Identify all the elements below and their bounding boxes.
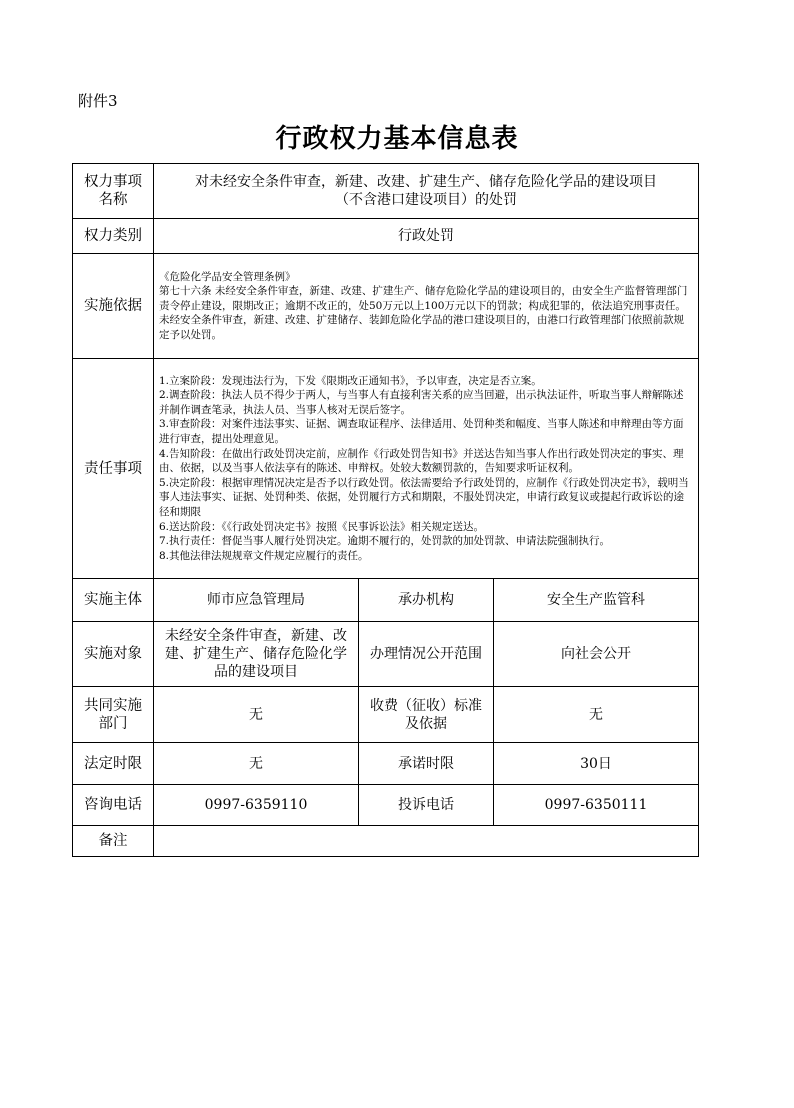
basis-value: 《危险化学品安全管理条例》 第七十六条 未经安全条件审查，新建、改建、扩建生产、储存危险化学品的建设项目的，由安全生产监督管理部门责令停止建设，限期改正；逾期不改正的，处50万元以上100万元以下的罚款；构成犯罪的，依法追究刑事责任。 未经安全条件审查，新建、改建、扩建储存、装卸危险化学品的港口建设项目的，由港口行政管理部门依照前款规定予以处罚。 xyxy=(154,254,699,359)
info-table xyxy=(72,163,699,857)
fee-label: 收费（征收）标准及依据 xyxy=(359,687,494,743)
duty-label: 责任事项 xyxy=(73,359,154,579)
row-category xyxy=(73,219,699,254)
attachment-label: 附件3 xyxy=(78,92,118,110)
promise-limit-label: 承诺时限 xyxy=(359,743,494,785)
row-remark xyxy=(73,826,699,857)
complaint-value: 0997-6350111 xyxy=(494,785,699,826)
basis-label: 实施依据 xyxy=(73,254,154,359)
consult-value: 0997-6359110 xyxy=(154,785,359,826)
complaint-label: 投诉电话 xyxy=(359,785,494,826)
subject-value: 师市应急管理局 xyxy=(154,579,359,622)
row-target xyxy=(73,622,699,687)
row-joint xyxy=(73,687,699,743)
joint-label: 共同实施 部门 xyxy=(73,687,154,743)
subject-label: 实施主体 xyxy=(73,579,154,622)
row-phone xyxy=(73,785,699,826)
disclosure-value: 向社会公开 xyxy=(494,622,699,687)
disclosure-label: 办理情况公开范围 xyxy=(359,622,494,687)
legal-limit-label: 法定时限 xyxy=(73,743,154,785)
name-label: 权力事项 名称 xyxy=(73,164,154,219)
handler-value: 安全生产监管科 xyxy=(494,579,699,622)
row-duty xyxy=(73,359,699,579)
row-limit xyxy=(73,743,699,785)
row-subject xyxy=(73,579,699,622)
page-title: 行政权力基本信息表 xyxy=(275,124,519,154)
target-label: 实施对象 xyxy=(73,622,154,687)
consult-label: 咨询电话 xyxy=(73,785,154,826)
duty-value: 1.立案阶段：发现违法行为，下发《限期改正通知书》，予以审查，决定是否立案。 2.调查阶段：执法人员不得少于两人，与当事人有直接利害关系的应当回避，出示执法证件，听取当事人辩解陈述并制作调查笔录，执法人员、当事人核对无误后签字。 3.审查阶段：对案件违法事实、证据、调查取证程序、法律适用、处罚种类和幅度、当事人陈述和申辩理由等方面进行审查，提出处理意见。 4.告知阶段：在做出行政处罚决定前，应制作《行政处罚告知书》并送达告知当事人作出行政处罚决定的事实、理由、依据，以及当事人依法享有的陈述、申辩权。处较大数额罚款的，告知要求听证权利。 5.决定阶段：根据审理情况决定是否予以行政处罚。依法需要给予行政处罚的，应制作《行政处罚决定书》，载明当事人违法事实、证据、处罚种类、依据，处罚履行方式和期限，不服处罚决定，申请行政复议或提起行政诉讼的途径和期限 6.送达阶段：《《行政处罚决定书》按照《民事诉讼法》相关规定送达。 7.执行责任：督促当事人履行处罚决定。逾期不履行的，处罚款的加处罚款、申请法院强制执行。 8.其他法律法规规章文件规定应履行的责任。 xyxy=(154,359,699,579)
category-value: 行政处罚 xyxy=(154,219,699,254)
target-value: 未经安全条件审查，新建、改建、扩建生产、储存危险化学品的建设项目 xyxy=(154,622,359,687)
fee-value: 无 xyxy=(494,687,699,743)
promise-limit-value: 30日 xyxy=(494,743,699,785)
name-value: 对未经安全条件审查，新建、改建、扩建生产、储存危险化学品的建设项目 （不含港口建设项目）的处罚 xyxy=(154,164,699,219)
remark-value xyxy=(154,826,699,857)
joint-value: 无 xyxy=(154,687,359,743)
row-name xyxy=(73,164,699,219)
handler-label: 承办机构 xyxy=(359,579,494,622)
category-label: 权力类别 xyxy=(73,219,154,254)
remark-label: 备注 xyxy=(73,826,154,857)
legal-limit-value: 无 xyxy=(154,743,359,785)
row-basis xyxy=(73,254,699,359)
